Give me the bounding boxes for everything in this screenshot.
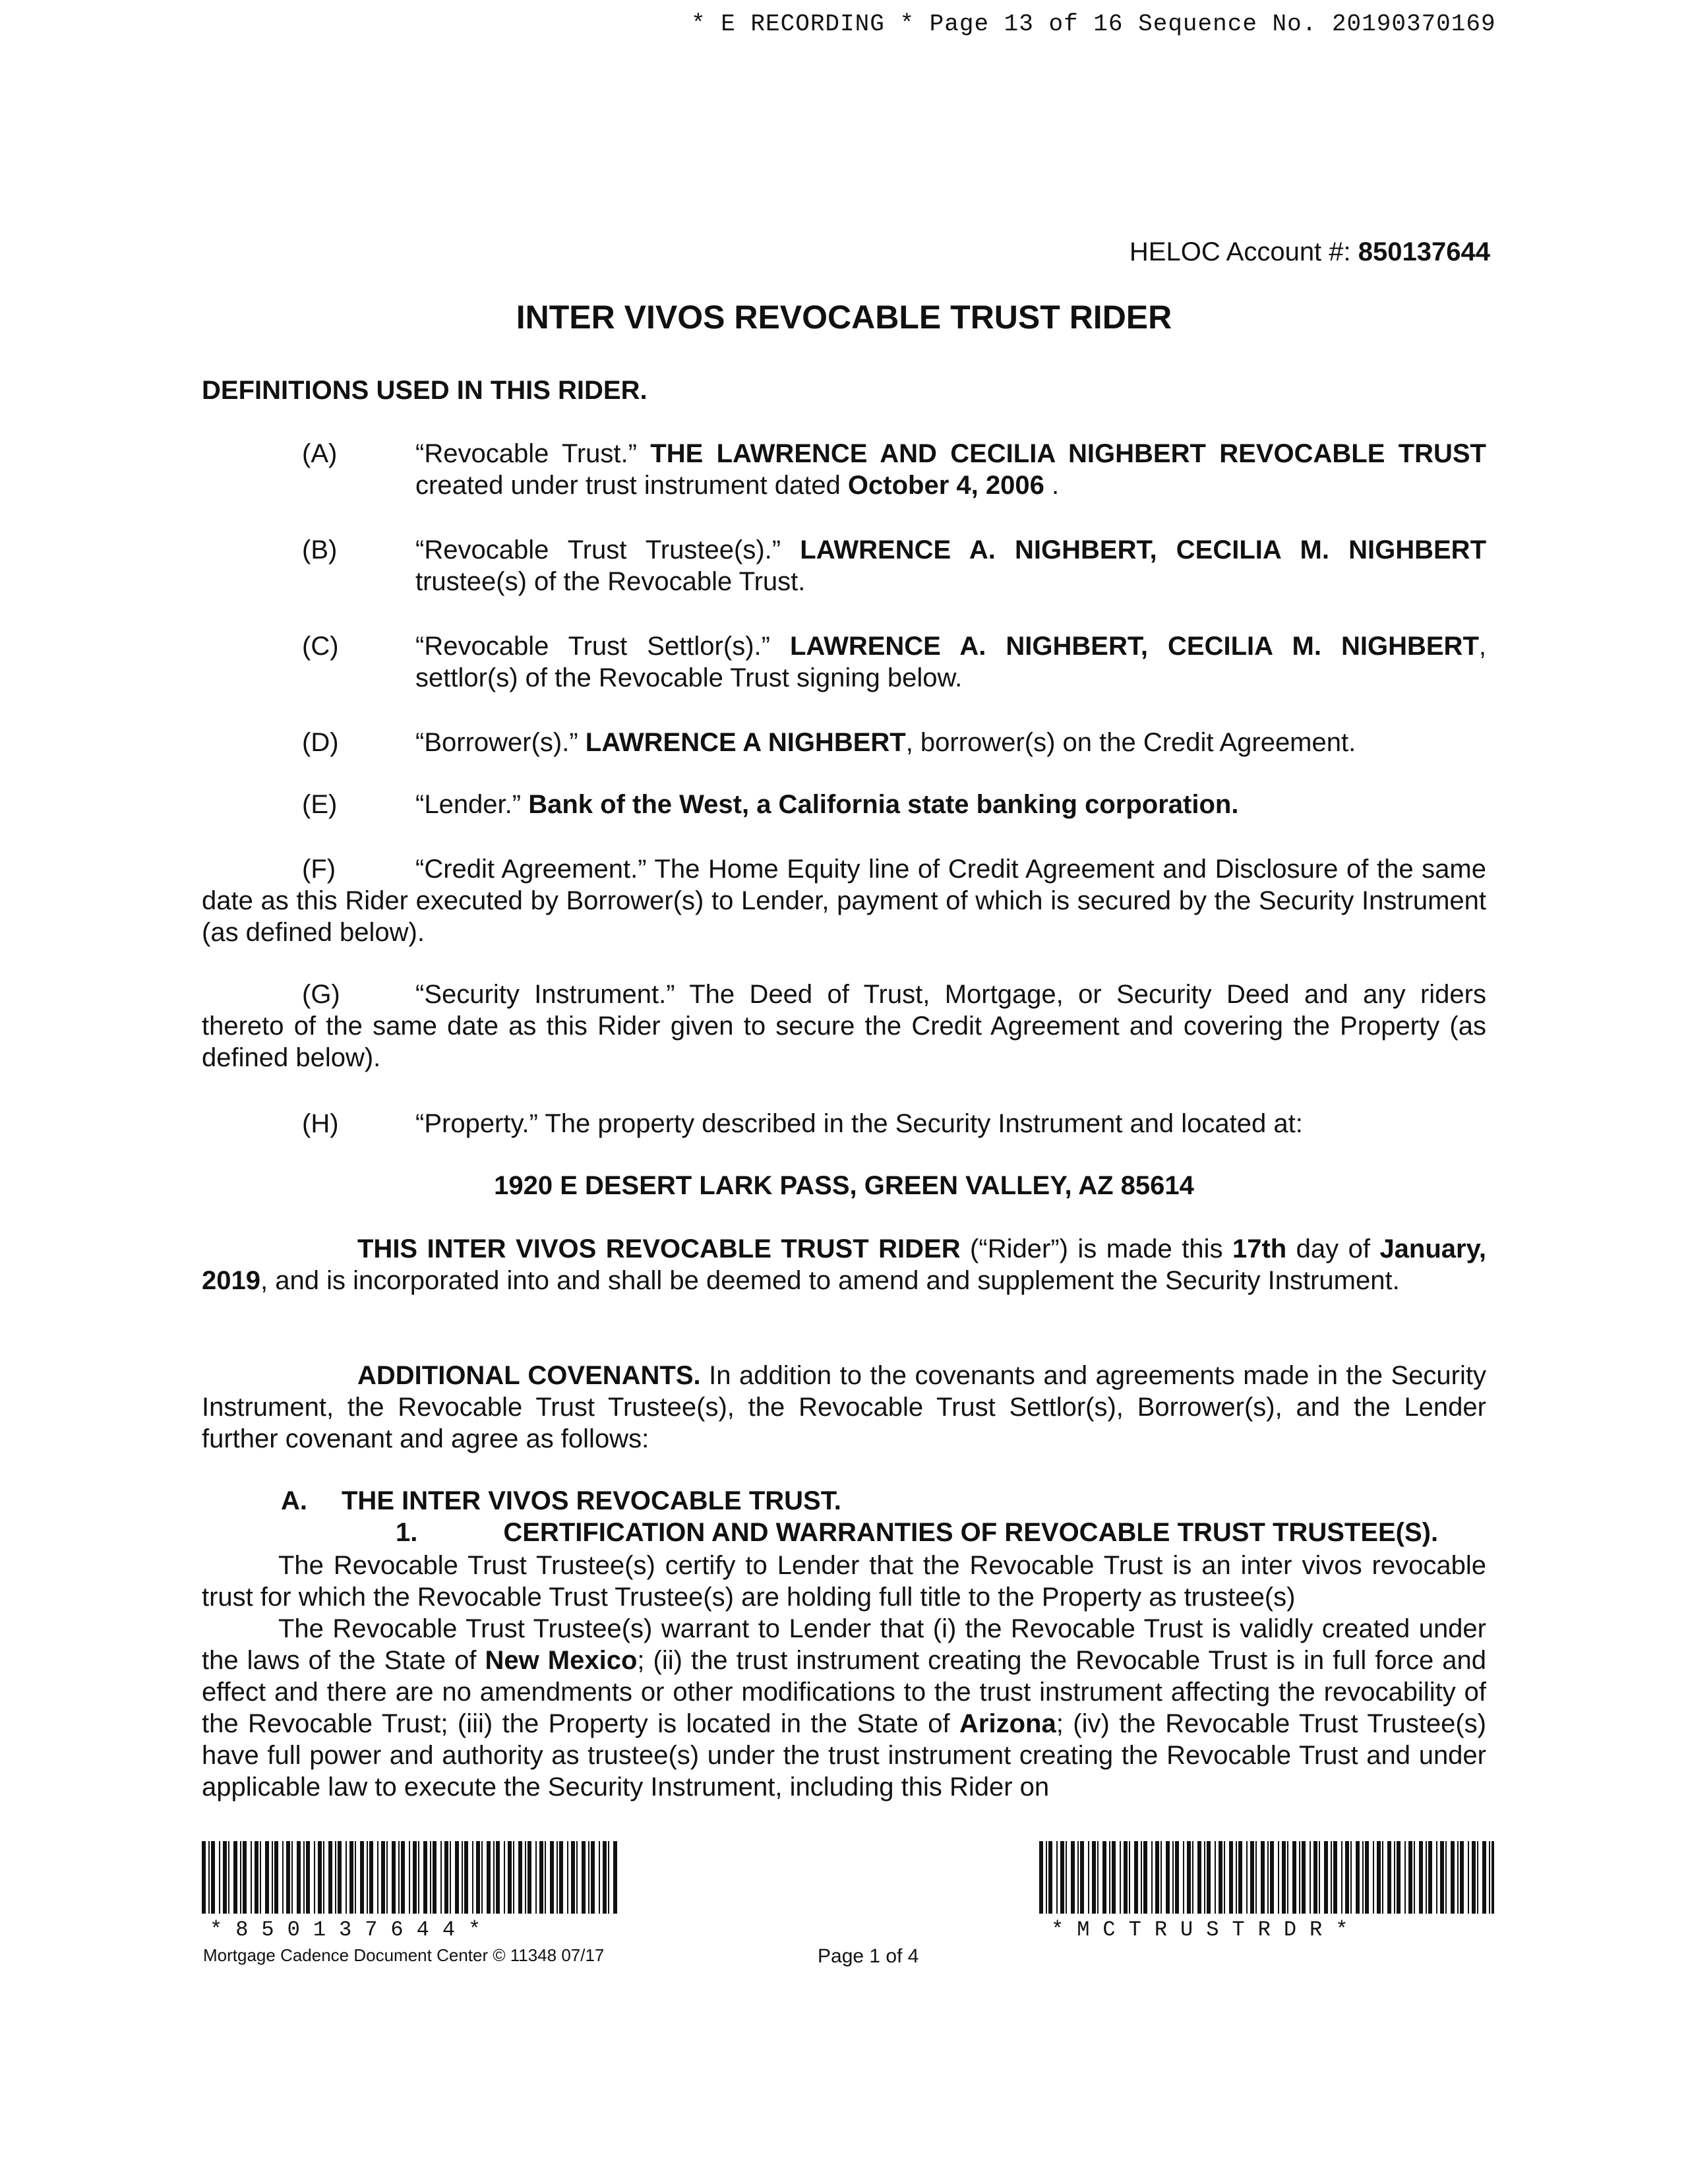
definition-label: (G) <box>302 980 340 1009</box>
rider-paragraph: THIS INTER VIVOS REVOCABLE TRUST RIDER (“Rider”) is made this 17th day of January, 2019, and is incorporated into and shall be deemed to amend and supplement the Security Instrument. <box>202 1234 1486 1295</box>
subsection-1-heading: 1. CERTIFICATION AND WARRANTIES OF REVOCABLE TRUST TRUSTEE(S). <box>396 1518 1439 1547</box>
barcode-left <box>202 1841 617 1914</box>
document-title: INTER VIVOS REVOCABLE TRUST RIDER <box>516 299 1172 336</box>
definition-f: (F) “Credit Agreement.” The Home Equity line of Credit Agreement and Disclosure of the same date as this Rider executed by Borrower(s) to Lender, payment of which is secured by the Security Instrument (as defined below). <box>202 855 1486 947</box>
definition-label: (H) <box>302 1109 339 1138</box>
heloc-number: 850137644 <box>1358 237 1490 266</box>
barcode-right-text: *MCTRUSTRDR* <box>1051 1918 1362 1942</box>
definition-h: (H) “Property.” The property described in the Security Instrument and located at: <box>302 1109 1303 1138</box>
definition-label: (C) <box>302 632 339 661</box>
definition-e: (E) “Lender.” Bank of the West, a California state banking corporation. <box>302 790 1239 819</box>
property-address: 1920 E DESERT LARK PASS, GREEN VALLEY, AZ 85614 <box>494 1171 1194 1200</box>
definitions-heading: DEFINITIONS USED IN THIS RIDER. <box>202 376 648 405</box>
definition-a: (A) “Revocable Trust.” THE LAWRENCE AND CECILIA NIGHBERT REVOCABLE TRUST created under trust instrument dated October 4, 2006 . <box>302 439 1486 500</box>
document-center-footer: Mortgage Cadence Document Center © 11348 07/17 <box>203 1945 605 1965</box>
barcode-right <box>1039 1841 1494 1914</box>
barcode-left-text: *850137644* <box>210 1918 495 1942</box>
definition-c: (C) “Revocable Trust Settlor(s).” LAWRENCE A. NIGHBERT, CECILIA M. NIGHBERT, settlor(s) of the Revocable Trust signing below. <box>302 632 1486 692</box>
definition-label: (D) <box>302 728 339 757</box>
heloc-account <box>1130 237 1490 267</box>
heloc-label: HELOC Account #: <box>1129 237 1351 266</box>
covenants-paragraph: ADDITIONAL COVENANTS. In addition to the covenants and agreements made in the Security Instrument, the Revocable Trust Trustee(s), the Revocable Trust Settlor(s), Borrower(s), and the Lender further covenant and agree as follows: <box>202 1361 1486 1453</box>
definition-label: (E) <box>302 790 338 819</box>
definition-label: (B) <box>302 535 338 564</box>
page-number: Page 1 of 4 <box>818 1945 919 1967</box>
definition-d: (D) “Borrower(s).” LAWRENCE A NIGHBERT, borrower(s) on the Credit Agreement. <box>302 728 1356 757</box>
definition-label: (A) <box>302 439 338 468</box>
definition-b: (B) “Revocable Trust Trustee(s).” LAWRENCE A. NIGHBERT, CECILIA M. NIGHBERT trustee(s) of the Revocable Trust. <box>302 535 1486 596</box>
section-a-heading: A. THE INTER VIVOS REVOCABLE TRUST. <box>281 1486 841 1515</box>
definition-g: (G) “Security Instrument.” The Deed of Trust, Mortgage, or Security Deed and any riders thereto of the same date as this Rider given to secure the Credit Agreement and covering the Property (as defined below). <box>202 980 1486 1072</box>
warrant-paragraph: The Revocable Trust Trustee(s) warrant to Lender that (i) the Revocable Trust is validly created under the laws of the State of New Mexico; (ii) the trust instrument creating the Revocable Trust is in full force and effect and there are no amendments or other modifications to the trust instrument affecting the revocability of the Revocable Trust; (iii) the Property is located in the State of Arizona; (iv) the Revocable Trust Trustee(s) have full power and authority as trustee(s) under the trust instrument creating the Revocable Trust and under applicable law to execute the Security Instrument, including this Rider on <box>202 1614 1487 1802</box>
definition-label: (F) <box>302 855 336 884</box>
recording-header: * E RECORDING * Page 13 of 16 Sequence No. 20190370169 <box>691 11 1496 38</box>
certify-paragraph: The Revocable Trust Trustee(s) certify to Lender that the Revocable Trust is an inter vivos revocable trust for which the Revocable Trust Trustee(s) are holding full title to the Property as trustee(s) <box>202 1551 1486 1612</box>
